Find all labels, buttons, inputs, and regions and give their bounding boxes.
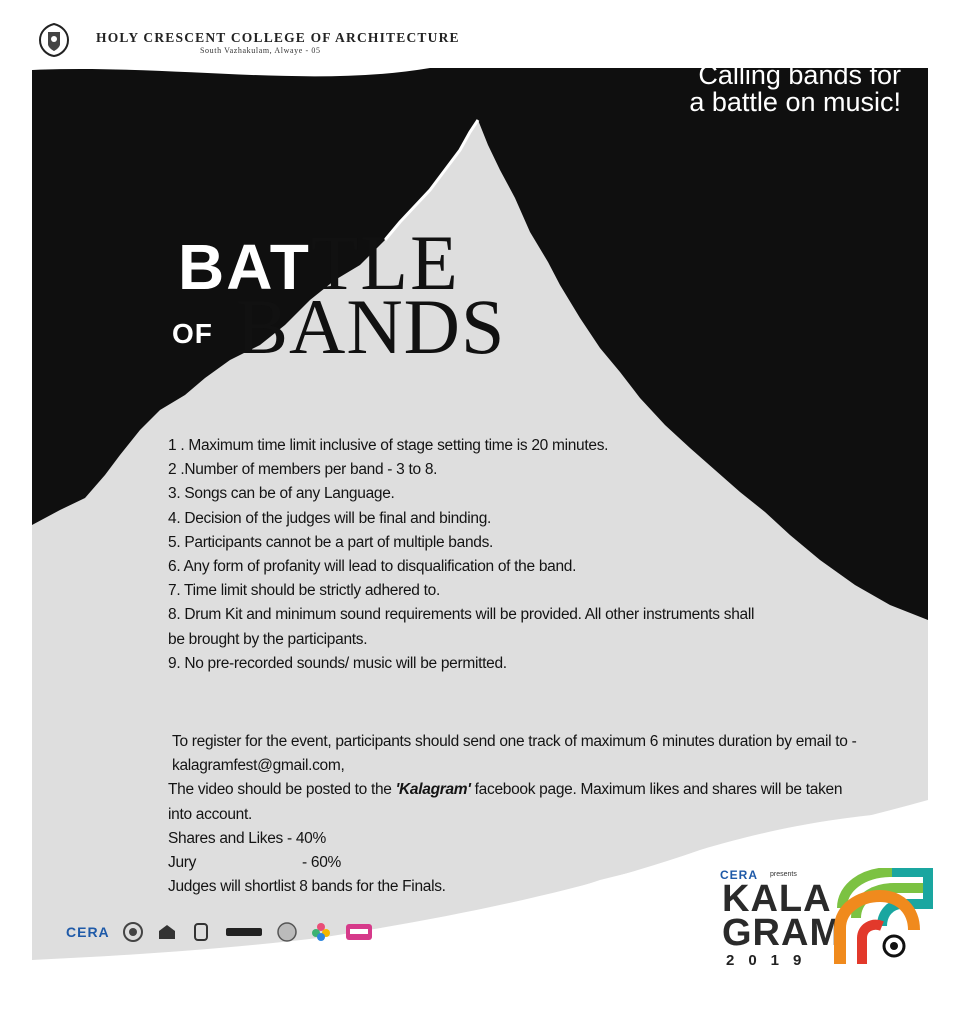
title-tle: TLE [310, 219, 460, 306]
left-margin [0, 0, 32, 1024]
kalagram-logo [720, 862, 940, 972]
kalagram-year: 2019 [726, 952, 816, 969]
rule-item: 9. No pre-recorded sounds/ music will be permitted. [168, 654, 507, 672]
kalagram-gram: GRAM [722, 912, 843, 954]
rule-item: 5. Participants cannot be a part of multiple bands. [168, 533, 494, 551]
rule-item: 7. Time limit should be strictly adhered to. [168, 582, 440, 600]
title-bands: BANDS [236, 283, 506, 370]
rule-item: 8. Drum Kit and minimum sound requirements will be provided. All other instruments shall be brought by the participants. [168, 606, 755, 648]
shortlist-note: Judges will shortlist 8 bands for the Finals. [168, 878, 446, 896]
rule-item: 1 . Maximum time limit inclusive of stage setting time is 20 minutes. [168, 437, 609, 454]
cera-sponsor-logo: CERA [66, 924, 110, 940]
kalagram-presents: presents [770, 871, 797, 878]
facebook-page-name: 'Kalagram' [395, 781, 471, 799]
fb-text-before: The video should be posted to the [168, 781, 396, 799]
sponsor-flower-icon [310, 921, 332, 943]
sponsor-seal-icon [122, 921, 144, 943]
jury-label: Jury [168, 854, 197, 872]
rule-item: 4. Decision of the judges will be final and binding. [168, 509, 492, 527]
title-of: OF [172, 318, 213, 349]
college-name: HOLY CRESCENT COLLEGE OF ARCHITECTURE [96, 30, 460, 45]
college-crest-icon [36, 22, 72, 58]
sponsor-berger-icon [344, 921, 374, 943]
tagline: Calling bands for a battle on music! [689, 60, 901, 117]
kalagram-cera: CERA [720, 868, 759, 882]
rule-item: 6. Any form of profanity will lead to disqualification of the band. [168, 558, 577, 576]
kalagram-kala: KALA [722, 878, 832, 920]
registration-facebook-line [168, 778, 858, 826]
college-address: South Vazhakulam, Alwaye - 05 [200, 46, 321, 55]
sponsor-building-icon [156, 921, 178, 943]
shares-likes-weight: Shares and Likes - 40% [168, 829, 326, 847]
registration-email-line: To register for the event, participants should send one track of maximum 6 minutes duration by email to - kalagramfest@gmail.com, [172, 733, 857, 775]
rule-item: 2 .Number of members per band - 3 to 8. [168, 461, 438, 479]
title-bat: BAT [178, 231, 311, 303]
sponsor-strip [66, 916, 374, 948]
sponsor-text-logo-icon [224, 921, 264, 943]
kalagram-emblem-icon [832, 868, 936, 964]
rule-item: 3. Songs can be of any Language. [168, 485, 395, 503]
sponsor-round-seal-icon [276, 921, 298, 943]
sponsor-emblem-icon [190, 921, 212, 943]
rules-list [168, 434, 788, 676]
fb-text-after: facebook page. Maximum likes and shares will be taken into account. [168, 781, 843, 823]
jury-value: - 60% [302, 854, 341, 872]
